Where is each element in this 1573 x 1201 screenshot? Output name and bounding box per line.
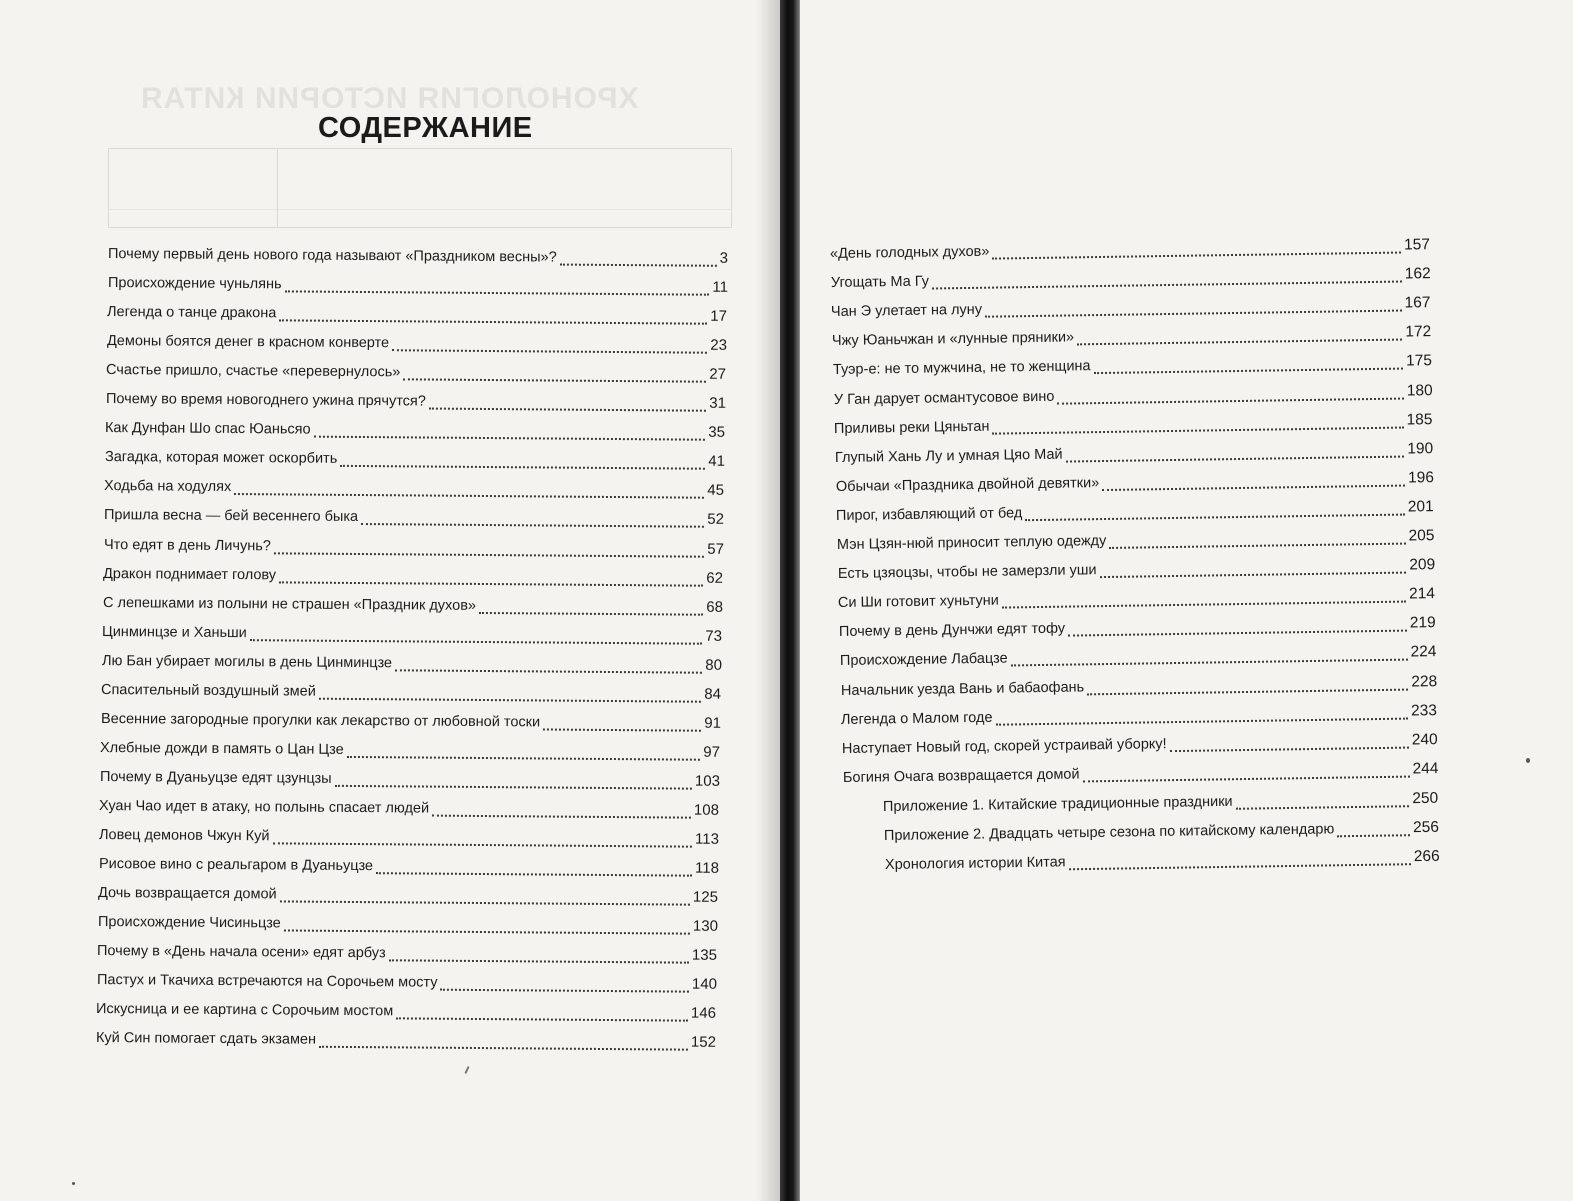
toc-leader-dots xyxy=(279,579,703,585)
toc-entry-title: Почему в «День начала осени» едят арбуз xyxy=(97,943,386,962)
toc-leader-dots xyxy=(1170,745,1409,752)
toc-entry xyxy=(98,884,718,911)
toc-entry-title: Хлебные дожди в память о Цан Цзе xyxy=(100,739,345,758)
toc-entry xyxy=(840,673,1437,704)
toc-entry xyxy=(106,390,726,417)
toc-entry xyxy=(108,245,728,272)
toc-entry xyxy=(98,855,718,882)
toc-entry-page-number: 162 xyxy=(1404,265,1431,283)
toc-entry-title: Весенние загородные прогулки как лекарство от любовной тоски xyxy=(100,710,541,731)
toc-entry-title: Дракон поднимает голову xyxy=(102,565,277,583)
toc-entry-page-number: 118 xyxy=(694,859,719,877)
show-through-table xyxy=(108,148,732,228)
toc-entry-page-number: 73 xyxy=(705,627,723,645)
toc-entry-page-number: 190 xyxy=(1407,439,1434,458)
toc-leader-dots xyxy=(1057,396,1403,404)
toc-entry-title: Хуан Чао идет в атаку, но полынь спасает людей xyxy=(99,797,430,817)
toc-leader-dots xyxy=(395,667,702,672)
toc-entry-title: «День голодных духов» xyxy=(829,243,990,262)
toc-leader-dots xyxy=(1109,541,1405,548)
toc-entry xyxy=(103,594,723,621)
toc-entry xyxy=(99,826,719,853)
toc-entry xyxy=(105,419,725,446)
toc-entry-title: Туэр-е: не то мужчина, не то женщина xyxy=(832,358,1091,379)
toc-entry-title: Демоны боятся денег в красном конверте xyxy=(106,333,389,352)
toc-leader-dots xyxy=(361,522,704,528)
paper-speck xyxy=(1526,758,1530,763)
toc-entry-page-number: 91 xyxy=(704,714,721,732)
toc-leader-dots xyxy=(279,318,707,324)
left-page-curve-shadow xyxy=(756,0,782,1201)
toc-entry-title: У Ган дарует османтусовое вино xyxy=(833,388,1055,408)
toc-entry-page-number: 84 xyxy=(704,685,722,703)
toc-entry-page-number: 103 xyxy=(694,772,720,790)
toc-entry xyxy=(838,585,1435,616)
toc-leader-dots xyxy=(396,1016,688,1021)
toc-leader-dots xyxy=(429,406,706,411)
toc-entry-page-number: 266 xyxy=(1413,847,1440,866)
toc-entry-page-number: 27 xyxy=(709,365,727,384)
toc-entry xyxy=(842,731,1438,762)
toc-entry-page-number: 52 xyxy=(707,511,725,529)
toc-entry-title: Счастье пришло, счастье «перевернулось» xyxy=(106,362,401,381)
toc-leader-dots xyxy=(985,308,1402,317)
toc-entry-title: Почему первый день нового года называют «Праздником весны»? xyxy=(107,246,557,266)
toc-leader-dots xyxy=(1010,657,1407,666)
toc-leader-dots xyxy=(250,637,703,644)
toc-leader-dots xyxy=(560,262,717,266)
toc-entry-title: Что едят в день Личунь? xyxy=(103,536,271,554)
paper-speck xyxy=(464,1066,469,1074)
toc-entry-title: Спасительный воздушный змей xyxy=(101,681,317,700)
toc-entry-title: Лю Бан убирает могилы в день Цинминцзе xyxy=(101,652,392,671)
toc-leader-dots xyxy=(314,434,706,440)
toc-entry-title: Легенда о Малом годе xyxy=(841,709,993,728)
toc-entry-page-number: 23 xyxy=(709,336,727,355)
toc-entry-title: Глупый Хань Лу и умная Цяо Май xyxy=(834,446,1063,466)
toc-entry-page-number: 240 xyxy=(1411,730,1438,749)
toc-entry-page-number: 152 xyxy=(690,1034,716,1052)
toc-leader-dots xyxy=(996,716,1409,725)
toc-entry xyxy=(97,971,717,998)
toc-entry xyxy=(835,440,1434,471)
toc-leader-dots xyxy=(347,754,701,760)
toc-entry xyxy=(103,536,723,563)
toc-entry-title: Легенда о танце дракона xyxy=(107,304,277,322)
toc-entry-title: Угощать Ма Гу xyxy=(830,273,929,292)
toc-entry xyxy=(103,565,723,592)
toc-entry xyxy=(841,702,1437,733)
toc-entry-page-number: 80 xyxy=(704,656,722,674)
toc-leader-dots xyxy=(284,289,709,295)
toc-entry xyxy=(100,768,720,795)
toc-leader-dots xyxy=(479,610,703,615)
toc-entry xyxy=(102,652,722,679)
toc-entry xyxy=(835,469,1433,500)
toc-entry-title: Происхождение Лабацзе xyxy=(839,650,1008,670)
toc-entry-title: Как Дунфан Шо спас Юаньсяо xyxy=(105,420,311,438)
toc-entry-title: Приливы реки Цяньтан xyxy=(834,418,990,437)
toc-entry xyxy=(96,1029,716,1056)
toc-entry xyxy=(100,739,720,766)
toc-entry-title: Чжу Юаньчжан и «лунные пряники» xyxy=(831,329,1075,350)
toc-entry-title: Рисовое вино с реальгаром в Дуаньуцзе xyxy=(98,856,373,875)
toc-entry-title: Мэн Цзян-нюй приносит теплую одежду xyxy=(836,533,1107,553)
toc-entry-title: Искусница и ее картина с Сорочьим мостом xyxy=(96,1001,394,1020)
toc-leader-dots xyxy=(1337,833,1410,837)
toc-entry-page-number: 209 xyxy=(1408,556,1435,574)
toc-entry xyxy=(840,644,1437,675)
toc-entry-page-number: 125 xyxy=(692,888,719,906)
toc-leader-dots xyxy=(1236,804,1410,810)
toc-entry xyxy=(832,323,1432,354)
toc-entry xyxy=(839,614,1436,645)
right-page xyxy=(800,0,1573,1201)
toc-entry xyxy=(842,760,1438,791)
toc-leader-dots xyxy=(273,550,703,556)
toc-leader-dots xyxy=(280,899,690,905)
toc-entry-page-number: 175 xyxy=(1405,352,1432,370)
toc-entry-page-number: 250 xyxy=(1412,789,1439,808)
toc-entry-title: Наступает Новый год, скорей устраивай уборку! xyxy=(841,735,1167,757)
toc-entry-page-number: 167 xyxy=(1404,294,1431,312)
toc-entry-title: Богиня Очага возвращается домой xyxy=(842,766,1080,786)
toc-leader-dots xyxy=(1066,454,1405,462)
toc-entry xyxy=(99,797,719,824)
toc-leader-dots xyxy=(389,958,689,963)
toc-entry-title: Куй Син помогает сдать экзамен xyxy=(95,1030,316,1049)
toc-entry xyxy=(883,790,1439,820)
toc-entry-title: Приложение 2. Двадцать четыре сезона по китайскому календарю xyxy=(883,821,1335,844)
toc-entry-title: Почему во время новогоднего ужина прячутся? xyxy=(105,391,426,410)
toc-entry-title: Есть цзяоцзы, чтобы не замерзли уши xyxy=(837,562,1097,583)
toc-entry-page-number: 11 xyxy=(711,278,728,296)
toc-entry xyxy=(107,332,727,359)
toc-entry-page-number: 130 xyxy=(692,917,718,936)
toc-entry xyxy=(107,303,727,330)
toc-entry-title: С лепешками из полыни не страшен «Праздник духов» xyxy=(102,594,476,614)
toc-entry-title: Ходьба на ходулях xyxy=(104,478,232,496)
toc-entry-title: Ловец демонов Чжун Куй xyxy=(98,827,270,845)
toc-leader-dots xyxy=(272,841,692,847)
toc-entry-page-number: 35 xyxy=(708,424,726,442)
toc-leader-dots xyxy=(1068,862,1410,870)
toc-leader-dots xyxy=(340,464,705,470)
toc-entry-page-number: 97 xyxy=(703,743,721,761)
toc-entry-page-number: 146 xyxy=(691,1004,717,1023)
toc-entry xyxy=(101,710,721,737)
toc-entry xyxy=(831,265,1431,296)
toc-entry-page-number: 57 xyxy=(706,540,724,558)
toc-leader-dots xyxy=(1068,628,1407,636)
toc-leader-dots xyxy=(404,377,707,382)
toc-entry xyxy=(104,477,724,504)
toc-leader-dots xyxy=(1087,687,1408,695)
toc-entry-title: Пришла весна — бей весеннего быка xyxy=(103,507,359,526)
toc-entry xyxy=(884,819,1439,849)
toc-leader-dots xyxy=(1102,483,1405,490)
toc-entry-title: Хронология истории Китая xyxy=(884,854,1066,874)
toc-entry xyxy=(830,236,1430,267)
toc-entry-title: Почему в день Дунчжи едят тофу xyxy=(838,620,1066,641)
toc-entry-page-number: 17 xyxy=(710,307,728,325)
toc-entry xyxy=(837,527,1435,558)
toc-entry-page-number: 41 xyxy=(708,453,725,471)
toc-leader-dots xyxy=(543,727,701,731)
toc-entry-page-number: 3 xyxy=(719,249,729,267)
toc-leader-dots xyxy=(1026,512,1406,521)
toc-leader-dots xyxy=(993,425,1404,434)
toc-entry xyxy=(102,623,722,650)
toc-leader-dots xyxy=(432,813,691,818)
toc-leader-dots xyxy=(1099,570,1406,578)
toc-entry-title: Происхождение Чисиньцзе xyxy=(97,914,281,932)
toc-entry-page-number: 185 xyxy=(1406,410,1433,429)
toc-entry-title: Начальник уезда Вань и бабаофань xyxy=(840,678,1084,699)
toc-entry-page-number: 201 xyxy=(1407,498,1435,516)
toc-entry xyxy=(104,506,724,533)
toc-entry-page-number: 113 xyxy=(695,830,720,848)
toc-entry xyxy=(833,353,1432,384)
toc-entry-page-number: 228 xyxy=(1410,672,1437,691)
toc-entry-page-number: 140 xyxy=(691,975,717,994)
toc-entry-page-number: 180 xyxy=(1406,381,1433,400)
toc-leader-dots xyxy=(992,250,1401,259)
toc-entry-page-number: 196 xyxy=(1407,468,1434,487)
toc-entry-page-number: 233 xyxy=(1411,701,1438,720)
toc-entry-title: Почему в Дуаньуцзе едят цзунцзы xyxy=(99,768,332,787)
toc-entry-page-number: 108 xyxy=(694,801,720,819)
toc-leader-dots xyxy=(1002,599,1406,608)
toc-entry-page-number: 31 xyxy=(708,394,726,413)
show-through-text: ХРОНОЛОГИЯ ИСТОРИИ КИТАЯ xyxy=(140,82,639,115)
toc-entry xyxy=(97,942,717,969)
toc-leader-dots xyxy=(440,987,689,992)
toc-entry-page-number: 205 xyxy=(1408,527,1435,545)
toc-leader-dots xyxy=(932,279,1402,289)
toc-entry-page-number: 224 xyxy=(1410,643,1437,661)
toc-entry xyxy=(838,556,1436,587)
toc-entry xyxy=(98,913,718,940)
toc-entry xyxy=(107,274,727,301)
toc-entry-page-number: 244 xyxy=(1411,759,1439,778)
toc-entry xyxy=(885,848,1440,878)
toc-entry-title: Загадка, которая может оскорбить xyxy=(104,449,338,468)
paper-speck xyxy=(72,1182,75,1185)
toc-entry-title: Чан Э улетает на луну xyxy=(831,301,983,321)
toc-leader-dots xyxy=(1093,366,1403,374)
toc-leader-dots xyxy=(376,871,692,876)
toc-leader-dots xyxy=(1077,337,1402,345)
toc-entry-page-number: 135 xyxy=(692,946,718,965)
toc-entry-page-number: 219 xyxy=(1409,614,1436,632)
toc-entry-title: Пирог, избавляющий от бед xyxy=(836,505,1023,524)
toc-leader-dots xyxy=(319,696,701,702)
left-page xyxy=(0,0,782,1201)
toc-entry xyxy=(106,361,726,388)
toc-leader-dots xyxy=(283,928,689,934)
toc-entry-title: Си Ши готовит хуньтуни xyxy=(838,592,1000,612)
toc-entry-page-number: 68 xyxy=(705,598,723,616)
toc-entry-page-number: 62 xyxy=(706,569,724,587)
toc-entry-title: Пастух и Ткачиха встречаются на Сорочьем мосту xyxy=(96,972,438,991)
book-gutter xyxy=(780,0,802,1201)
toc-entry xyxy=(833,382,1432,413)
toc-entry-page-number: 45 xyxy=(707,482,725,500)
toc-entry-page-number: 172 xyxy=(1405,323,1432,341)
toc-entry xyxy=(105,448,725,475)
toc-entry-title: Приложение 1. Китайские традиционные праздники xyxy=(883,793,1234,815)
toc-entry xyxy=(96,1000,716,1027)
toc-leader-dots xyxy=(392,348,707,353)
toc-entry-title: Дочь возвращается домой xyxy=(98,885,277,903)
toc-leader-dots xyxy=(1082,774,1409,782)
contents-heading: СОДЕРЖАНИЕ xyxy=(318,112,533,144)
toc-entry-page-number: 214 xyxy=(1409,585,1436,603)
toc-entry xyxy=(834,411,1433,442)
toc-entry-page-number: 157 xyxy=(1403,236,1431,254)
toc-entry-title: Цинминцзе и Ханьши xyxy=(102,623,248,641)
toc-entry-page-number: 256 xyxy=(1412,818,1440,837)
toc-leader-dots xyxy=(235,492,705,499)
toc-entry-title: Обычаи «Праздника двойной девятки» xyxy=(835,474,1099,495)
toc-entry xyxy=(836,498,1434,529)
toc-entry xyxy=(101,681,721,708)
toc-entry-title: Происхождение чуньлянь xyxy=(107,275,282,293)
toc-leader-dots xyxy=(319,1045,688,1051)
toc-entry xyxy=(831,294,1431,325)
toc-leader-dots xyxy=(334,783,691,789)
